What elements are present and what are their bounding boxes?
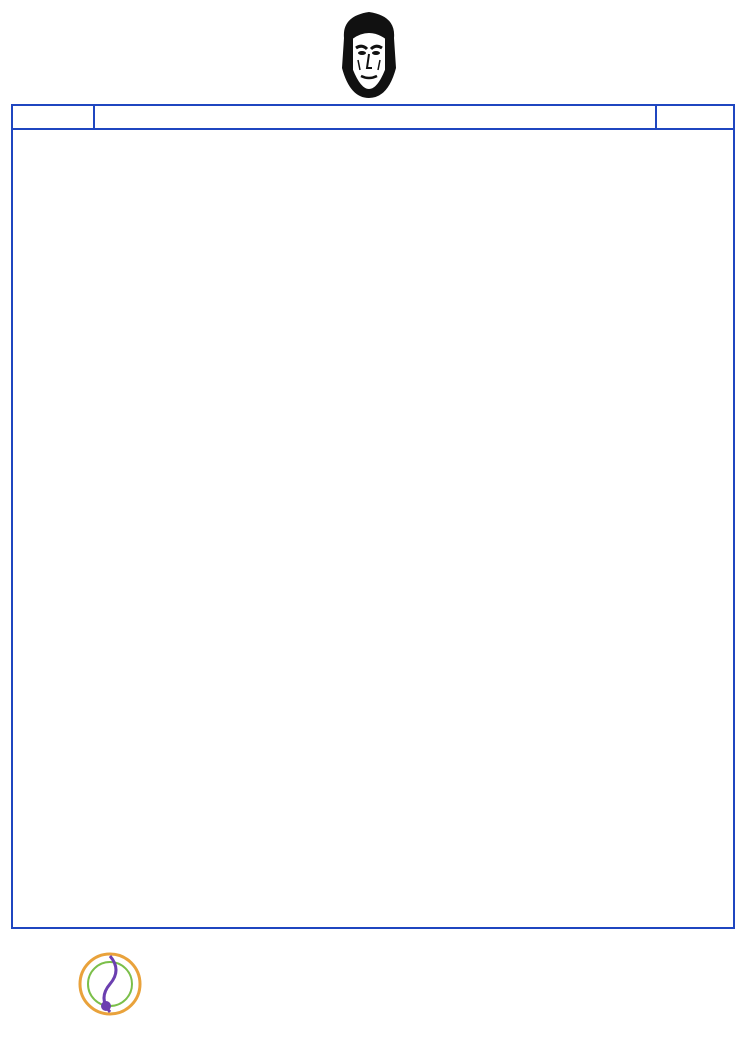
qr-code-icon[interactable] — [665, 930, 735, 1000]
schedule-table — [11, 104, 735, 929]
column-header-day — [13, 106, 95, 130]
musikfest-nara-logo — [165, 958, 545, 1018]
column-header-fee — [657, 106, 733, 130]
column-header-performer — [95, 106, 657, 130]
header — [0, 0, 748, 100]
performer-face-icon — [338, 8, 400, 100]
musikfest-badge-icon — [70, 950, 150, 1018]
